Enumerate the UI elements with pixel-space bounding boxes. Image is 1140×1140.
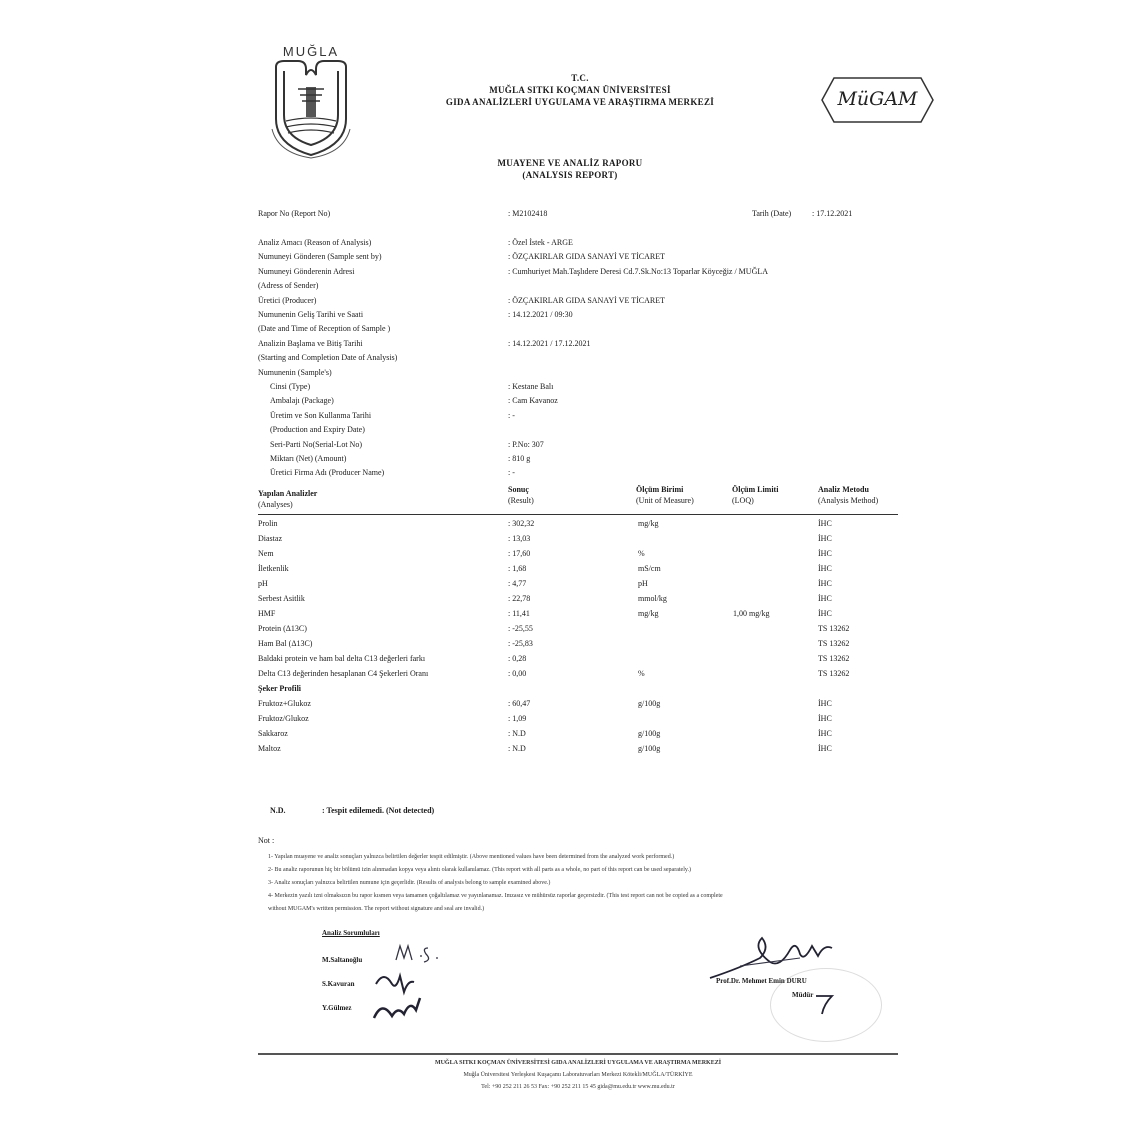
table-row — [258, 531, 898, 546]
title-line2: (ANALYSIS REPORT) — [522, 170, 618, 180]
analysis-name: Sakkaroz — [258, 729, 288, 738]
info-label: Analiz Amacı (Reason of Analysis) — [258, 238, 372, 247]
report-no-value: : M2102418 — [508, 209, 548, 218]
info-value: : ÖZÇAKIRLAR GIDA SANAYİ VE TİCARET — [508, 296, 665, 305]
info-value: : 14.12.2021 / 17.12.2021 — [508, 339, 591, 348]
header-loq-tr: Ölçüm Limiti — [732, 485, 779, 494]
institution-header — [380, 72, 780, 108]
header-result-tr: Sonuç — [508, 485, 529, 494]
info-label: (Adress of Sender) — [258, 281, 319, 290]
info-label: (Starting and Completion Date of Analysis) — [258, 353, 398, 362]
header-result-en: (Result) — [508, 496, 534, 505]
analysis-result: : 17,60 — [508, 549, 531, 558]
info-label: Numuneyi Gönderen (Sample sent by) — [258, 252, 382, 261]
note-item: 3- Analiz sonuçları yalnızca belirtilen numune için geçerlidir. (Results of analysis belong to sample examined above.) — [268, 880, 551, 886]
analysis-unit: g/100g — [638, 744, 661, 753]
director-name: Prof.Dr. Mehmet Emin DURU — [716, 977, 807, 985]
header-unit-tr: Ölçüm Birimi — [636, 485, 684, 494]
date-value: : 17.12.2021 — [812, 209, 853, 218]
header-result — [508, 484, 534, 506]
analysis-result: : 302,32 — [508, 519, 535, 528]
analysis-method: İHC — [818, 564, 832, 573]
header-line2: MUĞLA SITKI KOÇMAN ÜNİVERSİTESİ — [489, 85, 671, 95]
analysis-method: TS 13262 — [818, 624, 850, 633]
header-analyses-tr: Yapılan Analizler — [258, 489, 318, 498]
analysis-result: : 1,68 — [508, 564, 527, 573]
info-label: Ambalajı (Package) — [270, 396, 334, 405]
analysis-result: : N.D — [508, 744, 526, 753]
nd-label: N.D. — [270, 806, 286, 815]
analysis-name: Fruktoz+Glukoz — [258, 699, 311, 708]
info-value: : Cumhuriyet Mah.Taşlıdere Deresi Cd.7.Sk.No:13 Toparlar Köyceğiz / MUĞLA — [508, 267, 769, 276]
table-row — [258, 546, 898, 561]
header-unit-en: (Unit of Measure) — [636, 496, 694, 505]
analysis-name: Prolin — [258, 519, 278, 528]
info-label: Miktarı (Net) (Amount) — [270, 454, 347, 463]
analysis-result: : -25,55 — [508, 624, 533, 633]
analysis-name: Baldaki protein ve ham bal delta C13 değerleri farkı — [258, 654, 426, 663]
info-value: : 810 g — [508, 454, 531, 463]
analysis-loq: 1,00 mg/kg — [733, 609, 770, 618]
signatory-3: Y.Gülmez — [322, 1004, 352, 1012]
footer-line1: MUĞLA SITKI KOÇMAN ÜNİVERSİTESİ GIDA ANALİZLERİ UYGULAMA VE ARAŞTIRMA MERKEZİ — [434, 1060, 722, 1066]
info-label: Numunenin Geliş Tarihi ve Saati — [258, 310, 364, 319]
header-line1: T.C. — [571, 73, 589, 83]
seal-icon — [268, 59, 354, 159]
analysis-method: TS 13262 — [818, 639, 850, 648]
analysis-unit: g/100g — [638, 699, 661, 708]
info-value: : - — [508, 411, 515, 420]
report-no-label: Rapor No (Report No) — [258, 209, 331, 218]
analysis-method: İHC — [818, 729, 832, 738]
analysis-unit: mg/kg — [638, 519, 659, 528]
analysis-name: Delta C13 değerinden hesaplanan C4 Şekerleri Oranı — [258, 669, 429, 678]
info-value: : 14.12.2021 / 09:30 — [508, 310, 573, 319]
info-label: Üretici Firma Adı (Producer Name) — [270, 468, 385, 477]
director-initial-icon — [812, 992, 842, 1016]
analysis-result: : 4,77 — [508, 579, 527, 588]
note-item: 4- Merkezin yazılı izni olmaksızın bu rapor kısmen veya tamamen çoğaltılamaz ve yayınlanamaz. Imzasız ve mühürsüz raporlar geçersizdir. (This test report can not be copied as a complete — [268, 893, 723, 899]
analysis-result: : 22,78 — [508, 594, 531, 603]
analysis-method: İHC — [818, 609, 832, 618]
info-label: Analizin Başlama ve Bitiş Tarihi — [258, 339, 363, 348]
table-row — [258, 741, 898, 756]
info-value: : ÖZÇAKIRLAR GIDA SANAYİ VE TİCARET — [508, 252, 665, 261]
info-label: (Date and Time of Reception of Sample ) — [258, 324, 391, 333]
notes-list — [268, 851, 908, 916]
table-row — [258, 561, 898, 576]
analysis-name: Maltoz — [258, 744, 281, 753]
analysis-name: Şeker Profili — [258, 684, 302, 693]
analysis-result: : 1,09 — [508, 714, 527, 723]
analysis-name: Nem — [258, 549, 274, 558]
info-value: : Kestane Balı — [508, 382, 554, 391]
table-row — [258, 696, 898, 711]
logo-right-text: MüGAM — [837, 88, 918, 110]
analysis-result: : 13,03 — [508, 534, 531, 543]
nd-text: : Tespit edilemedi. (Not detected) — [322, 806, 435, 815]
analysis-unit: pH — [638, 579, 648, 588]
team-signatures-icon — [370, 940, 480, 1030]
table-row — [258, 591, 898, 606]
footer-line2: Muğla Üniversitesi Yerleşkesi Kuşaçamı Laboratuvarları Merkezi Kötekli/MUĞLA/TÜRKİYE — [463, 1072, 693, 1078]
header-loq — [732, 484, 778, 506]
table-row — [258, 666, 898, 681]
analysis-method: İHC — [818, 579, 832, 588]
analysis-result: : 0,00 — [508, 669, 527, 678]
analysis-name: HMF — [258, 609, 276, 618]
table-row — [258, 636, 898, 651]
table-row — [258, 726, 898, 741]
analysis-name: Diastaz — [258, 534, 282, 543]
header-line3: GIDA ANALİZLERİ UYGULAMA VE ARAŞTIRMA MERKEZİ — [445, 97, 715, 107]
analysis-name: Fruktoz/Glukoz — [258, 714, 309, 723]
signatory-2: S.Kavuran — [322, 980, 355, 988]
signatory-1: M.Saltanoğlu — [322, 956, 363, 964]
analysis-team-title: Analiz Sorumluları — [322, 929, 380, 937]
analysis-method: İHC — [818, 744, 832, 753]
info-value: : P.No: 307 — [508, 440, 544, 449]
note-item: without MUGAM's written permission. The report without signature and seal are invalid.) — [268, 906, 485, 912]
analysis-method: TS 13262 — [818, 669, 850, 678]
info-value: : - — [508, 468, 515, 477]
analysis-name: Serbest Asitlik — [258, 594, 305, 603]
info-label: Seri-Parti No(Serial-Lot No) — [270, 440, 362, 449]
info-label: Üretim ve Son Kullanma Tarihi — [270, 411, 372, 420]
analysis-result: : 0,28 — [508, 654, 527, 663]
analysis-method: TS 13262 — [818, 654, 850, 663]
footer — [258, 1057, 898, 1093]
table-row — [258, 681, 898, 696]
notes-title: Not : — [258, 836, 275, 845]
info-label: (Production and Expiry Date) — [270, 425, 365, 434]
logo-left-text: MUĞLA — [282, 44, 340, 59]
analysis-method: İHC — [818, 714, 832, 723]
analysis-unit: mmol/kg — [638, 594, 667, 603]
analysis-result: : -25,83 — [508, 639, 533, 648]
header-method-en: (Analysis Method) — [818, 496, 879, 505]
info-label: Numunenin (Sample's) — [258, 368, 332, 377]
analysis-name: Ham Bal (Δ13C) — [258, 639, 313, 648]
report-title — [420, 157, 720, 181]
university-logo — [268, 44, 354, 162]
table-row — [258, 516, 898, 531]
footer-line3: Tel: +90 252 211 26 53 Fax: +90 252 211 15 45 gida@mu.edu.tr www.mu.edu.tr — [481, 1084, 675, 1090]
analysis-name: Protein (Δ13C) — [258, 624, 307, 633]
analysis-name: İletkenlik — [258, 564, 289, 573]
analysis-result: : 60,47 — [508, 699, 531, 708]
analysis-unit: % — [638, 669, 645, 678]
info-label: Numuneyi Gönderenin Adresi — [258, 267, 355, 276]
date-label: Tarih (Date) — [752, 209, 792, 218]
analysis-method: İHC — [818, 594, 832, 603]
analysis-unit: mS/cm — [638, 564, 661, 573]
table-row — [258, 606, 898, 621]
footer-rule — [258, 1053, 898, 1055]
analysis-method: İHC — [818, 699, 832, 708]
info-label: Üretici (Producer) — [258, 296, 317, 305]
table-header-rule — [258, 514, 898, 515]
header-method-tr: Analiz Metodu — [818, 485, 869, 494]
info-label: Cinsi (Type) — [270, 382, 311, 391]
table-row — [258, 711, 898, 726]
table-row — [258, 576, 898, 591]
note-item: 2- Bu analiz raporunun hiç bir bölümü izin alınmadan kopya veya alıntı olarak kullanılamaz. (This report with all parts as a whole, no part of this report can be used separately.) — [268, 867, 691, 873]
header-analyses — [258, 488, 317, 510]
analysis-result: : N.D — [508, 729, 526, 738]
info-value: : Cam Kavanoz — [508, 396, 558, 405]
note-item: 1- Yapılan muayene ve analiz sonuçları yalnızca belirtilen değerler tespit edilmiştir. (Above mentioned values have been determined from the analyzed work performed.) — [268, 854, 675, 860]
analysis-method: İHC — [818, 519, 832, 528]
table-row — [258, 621, 898, 636]
title-line1: MUAYENE VE ANALİZ RAPORU — [497, 158, 643, 168]
header-method — [818, 484, 878, 506]
mugam-logo — [820, 76, 935, 124]
analysis-method: İHC — [818, 534, 832, 543]
analysis-unit: g/100g — [638, 729, 661, 738]
header-analyses-en: (Analyses) — [258, 500, 293, 509]
analysis-result: : 11,41 — [508, 609, 530, 618]
analysis-name: pH — [258, 579, 268, 588]
analysis-method: İHC — [818, 549, 832, 558]
analysis-unit: % — [638, 549, 645, 558]
info-value: : Özel İstek - ARGE — [508, 238, 573, 247]
header-loq-en: (LOQ) — [732, 496, 754, 505]
analysis-unit: mg/kg — [638, 609, 659, 618]
director-title: Müdür — [792, 991, 814, 999]
header-unit — [636, 484, 694, 506]
table-row — [258, 651, 898, 666]
